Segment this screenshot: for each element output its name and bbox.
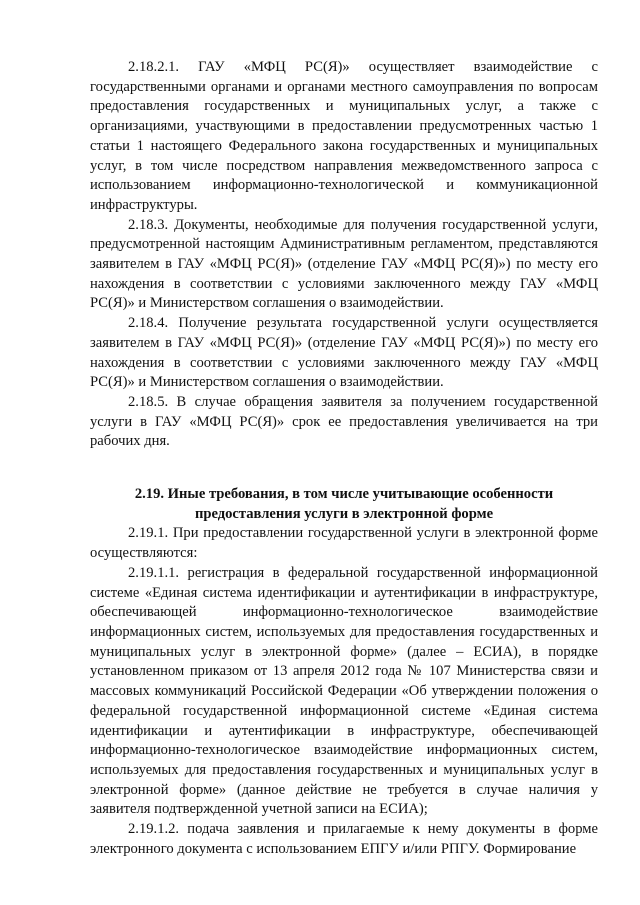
paragraph-2-19-1-1: 2.19.1.1. регистрация в федеральной государственной информационной системе «Единая система идентификации и аутентификации в инфраструктуре, обеспечивающей информационно-технологическое взаимодействие информационных систем, используемых для предоставления государственных и муниципальных услуг в электронной форме» (далее – ЕСИА), в порядке установленном приказом от 13 апреля 2012 года № 107 Министерства связи и массовых коммуникаций Российской Федерации «Об утверждении положения о федеральной государственной информационной системе «Единая система идентификации и аутентификации в инфраструктуре, обеспечивающей информационно-технологическое взаимодействие информационных систем, используемых для предоставления государственных и муниципальных услуг в электронной форме» (данное действие не требуется в случае наличия у заявителя подтвержденной учетной записи на ЕСИА); xyxy=(90,564,598,818)
paragraph-2-18-2-1: 2.18.2.1. ГАУ «МФЦ РС(Я)» осуществляет взаимодействие с государственными органами и органами местного самоуправления по вопросам предоставления государственных и муниципальных услуг, а также с организациями, участвующими в предоставлении предусмотренных частью 1 статьи 1 настоящего Федерального закона государственных и муниципальных услуг, в том числе посредством направления межведомственного запроса с использованием информационно-технологической и коммуникационной инфраструктуры. xyxy=(90,59,598,213)
section-heading-2-19: 2.19. Иные требования, в том числе учитывающие особенности предоставления услуги в электронной форме xyxy=(134,486,554,522)
paragraph-2-18-5: 2.18.5. В случае обращения заявителя за получением государственной услуги в ГАУ «МФЦ РС(Я)» срок ее предоставления увеличивается на три рабочих дня. xyxy=(90,393,598,450)
paragraph-2-19-1-2: 2.19.1.2. подача заявления и прилагаемые к нему документы в форме электронного документа с использованием ЕПГУ и/или РПГУ. Формирование xyxy=(90,821,598,857)
document-page xyxy=(90,58,598,859)
paragraph-2-18-4: 2.18.4. Получение результата государственной услуги осуществляется заявителем в ГАУ «МФЦ РС(Я)» (отделение ГАУ «МФЦ РС(Я)») по месту его нахождения в соответствии с условиями заключенного между ГАУ «МФЦ РС(Я)» и Министерством соглашения о взаимодействии. xyxy=(90,315,598,391)
paragraph-2-19-1: 2.19.1. При предоставлении государственной услуги в электронной форме осуществляются: xyxy=(90,525,598,562)
paragraph-2-18-3: 2.18.3. Документы, необходимые для получения государственной услуги, предусмотренной настоящим Административным регламентом, представляются заявителем в ГАУ «МФЦ РС(Я)» (отделение ГАУ «МФЦ РС(Я)») по месту его нахождения в соответствии с условиями заключенного между ГАУ «МФЦ РС(Я)» и Министерством соглашения о взаимодействии. xyxy=(90,216,598,312)
